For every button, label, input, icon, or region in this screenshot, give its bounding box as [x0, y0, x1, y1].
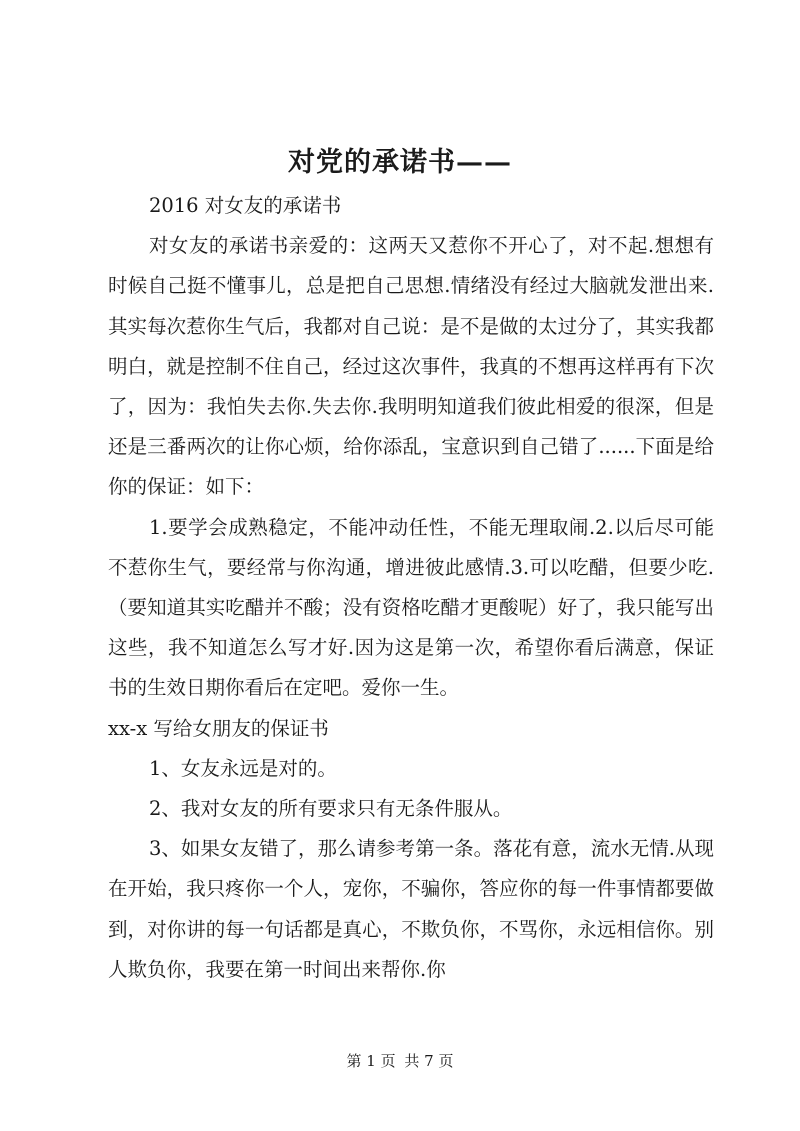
page-footer	[0, 1050, 800, 1071]
paragraph-subtitle: 2016 对女友的承诺书	[148, 194, 342, 217]
paragraph-section-heading: xx-x 写给女朋友的保证书	[108, 716, 329, 740]
paragraph-promises: 1.要学会成熟稳定，不能冲动任性，不能无理取闹.2.以后尽可能不惹你生气，要经常与你沟通，增进彼此感情.3.可以吃醋，但要少吃.（要知道其实吃醋并不酸；没有资格吃醋才更酸呢）好了，我只能写出这些，我不知道怎么写才好.因为这是第一次，希望你看后满意，保证书的生效日期你看后在定吧。爱你一生。	[108, 515, 714, 700]
paragraph-apology: 对女友的承诺书亲爱的：这两天又惹你不开心了，对不起.想想有时候自己挺不懂事儿，总是把自己思想.情绪没有经过大脑就发泄出来.其实每次惹你生气后，我都对自己说：是不是做的太过分了，其实我都明白，就是控制不住自己，经过这次事件，我真的不想再这样再有下次了，因为：我怕失去你.失去你.我明明知道我们彼此相爱的很深，但是还是三番两次的让你心烦，给你添乱，宝意识到自己错了......下面是给你的保证：如下：	[108, 234, 714, 499]
page-number: 第 1 页	[346, 1052, 396, 1070]
document-body	[108, 186, 714, 990]
paragraph-rule-3: 3、如果女友错了，那么请参考第一条。落花有意，流水无情.从现在开始，我只疼你一个人，宠你，不骗你，答应你的每一件事情都要做到，对你讲的每一句话都是真心，不欺负你，不骂你，永远相信你。别人欺负你，我要在第一时间出来帮你.你	[108, 837, 714, 981]
paragraph-rule-1: 1、女友永远是对的。	[148, 756, 337, 780]
document-title: 对党的承诺书——	[288, 147, 512, 178]
page-total: 共 7 页	[404, 1052, 454, 1070]
paragraph-rule-2: 2、我对女友的所有要求只有无条件服从。	[148, 797, 513, 821]
